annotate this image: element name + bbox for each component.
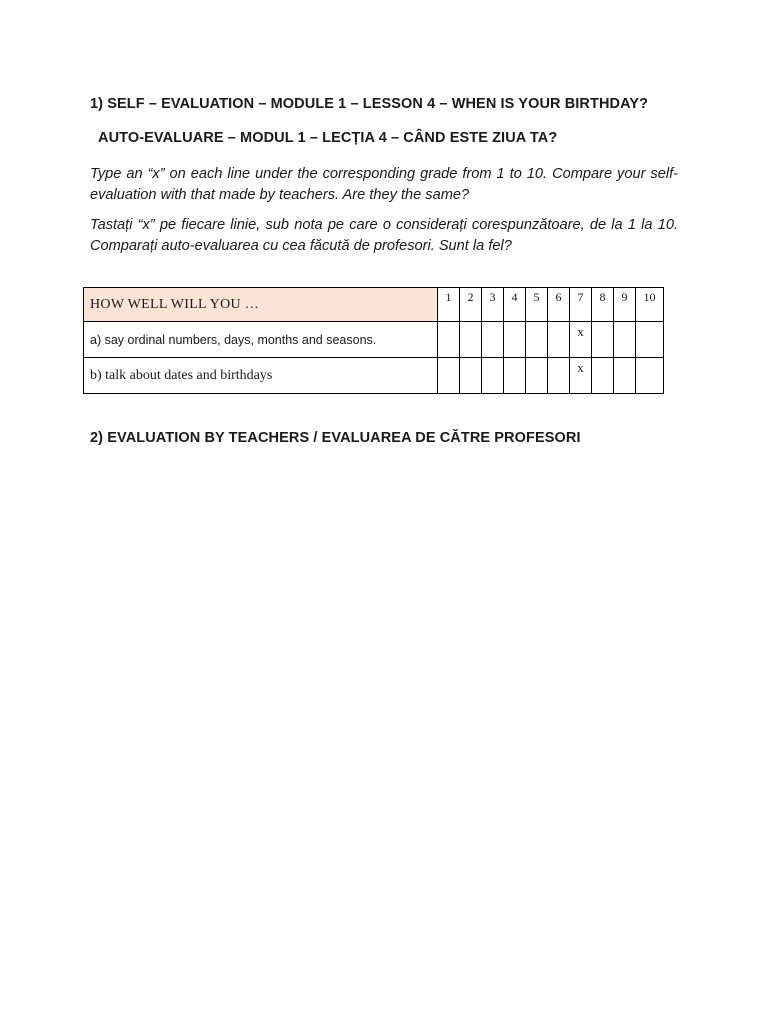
table-row [84, 322, 664, 358]
grade-header: 4 [504, 288, 526, 322]
grade-header: 1 [438, 288, 460, 322]
grade-header: 2 [460, 288, 482, 322]
grade-cell[interactable] [548, 358, 570, 394]
grade-header: 7 [570, 288, 592, 322]
grade-header: 8 [592, 288, 614, 322]
table-header-row [84, 288, 664, 322]
grade-cell[interactable]: x [570, 358, 592, 394]
grade-header: 5 [526, 288, 548, 322]
section-1-title: 1) SELF – EVALUATION – MODULE 1 – LESSON 4 – WHEN IS YOUR BIRTHDAY? [90, 96, 649, 112]
grade-cell[interactable] [438, 322, 460, 358]
row-label: b) talk about dates and birthdays [84, 358, 438, 394]
grade-header: 9 [614, 288, 636, 322]
grade-cell[interactable] [614, 322, 636, 358]
row-label: a) say ordinal numbers, days, months and seasons. [84, 322, 438, 358]
grade-cell[interactable] [636, 358, 664, 394]
grade-cell[interactable] [592, 322, 614, 358]
grade-header: 6 [548, 288, 570, 322]
instruction-romanian: Tastați “x” pe fiecare linie, sub nota pe care o considerați corespunzătoare, de la 1 la 10. Comparați auto-evaluarea cu cea făcută de profesori. Sunt la fel? [90, 217, 678, 254]
grade-cell[interactable] [526, 322, 548, 358]
grade-cell[interactable]: x [570, 322, 592, 358]
grade-cell[interactable] [614, 358, 636, 394]
grade-cell[interactable] [482, 322, 504, 358]
grade-cell[interactable] [504, 358, 526, 394]
section-1-subtitle: AUTO-EVALUARE – MODUL 1 – LECȚIA 4 – CÂND ESTE ZIUA TA? [98, 130, 558, 146]
grade-cell[interactable] [438, 358, 460, 394]
self-evaluation-table [83, 287, 664, 394]
grade-cell[interactable] [592, 358, 614, 394]
table-header-label: HOW WELL WILL YOU … [84, 288, 438, 322]
grade-cell[interactable] [482, 358, 504, 394]
section-2-title: 2) EVALUATION BY TEACHERS / EVALUAREA DE CĂTRE PROFESORI [90, 430, 581, 446]
grade-cell[interactable] [460, 322, 482, 358]
instruction-english: Type an “x” on each line under the corresponding grade from 1 to 10. Compare your self-evaluation with that made by teachers. Are they the same? [90, 166, 678, 203]
grade-header: 10 [636, 288, 664, 322]
grade-cell[interactable] [526, 358, 548, 394]
grade-cell[interactable] [548, 322, 570, 358]
grade-cell[interactable] [636, 322, 664, 358]
table-row [84, 358, 664, 394]
grade-header: 3 [482, 288, 504, 322]
grade-cell[interactable] [504, 322, 526, 358]
grade-cell[interactable] [460, 358, 482, 394]
